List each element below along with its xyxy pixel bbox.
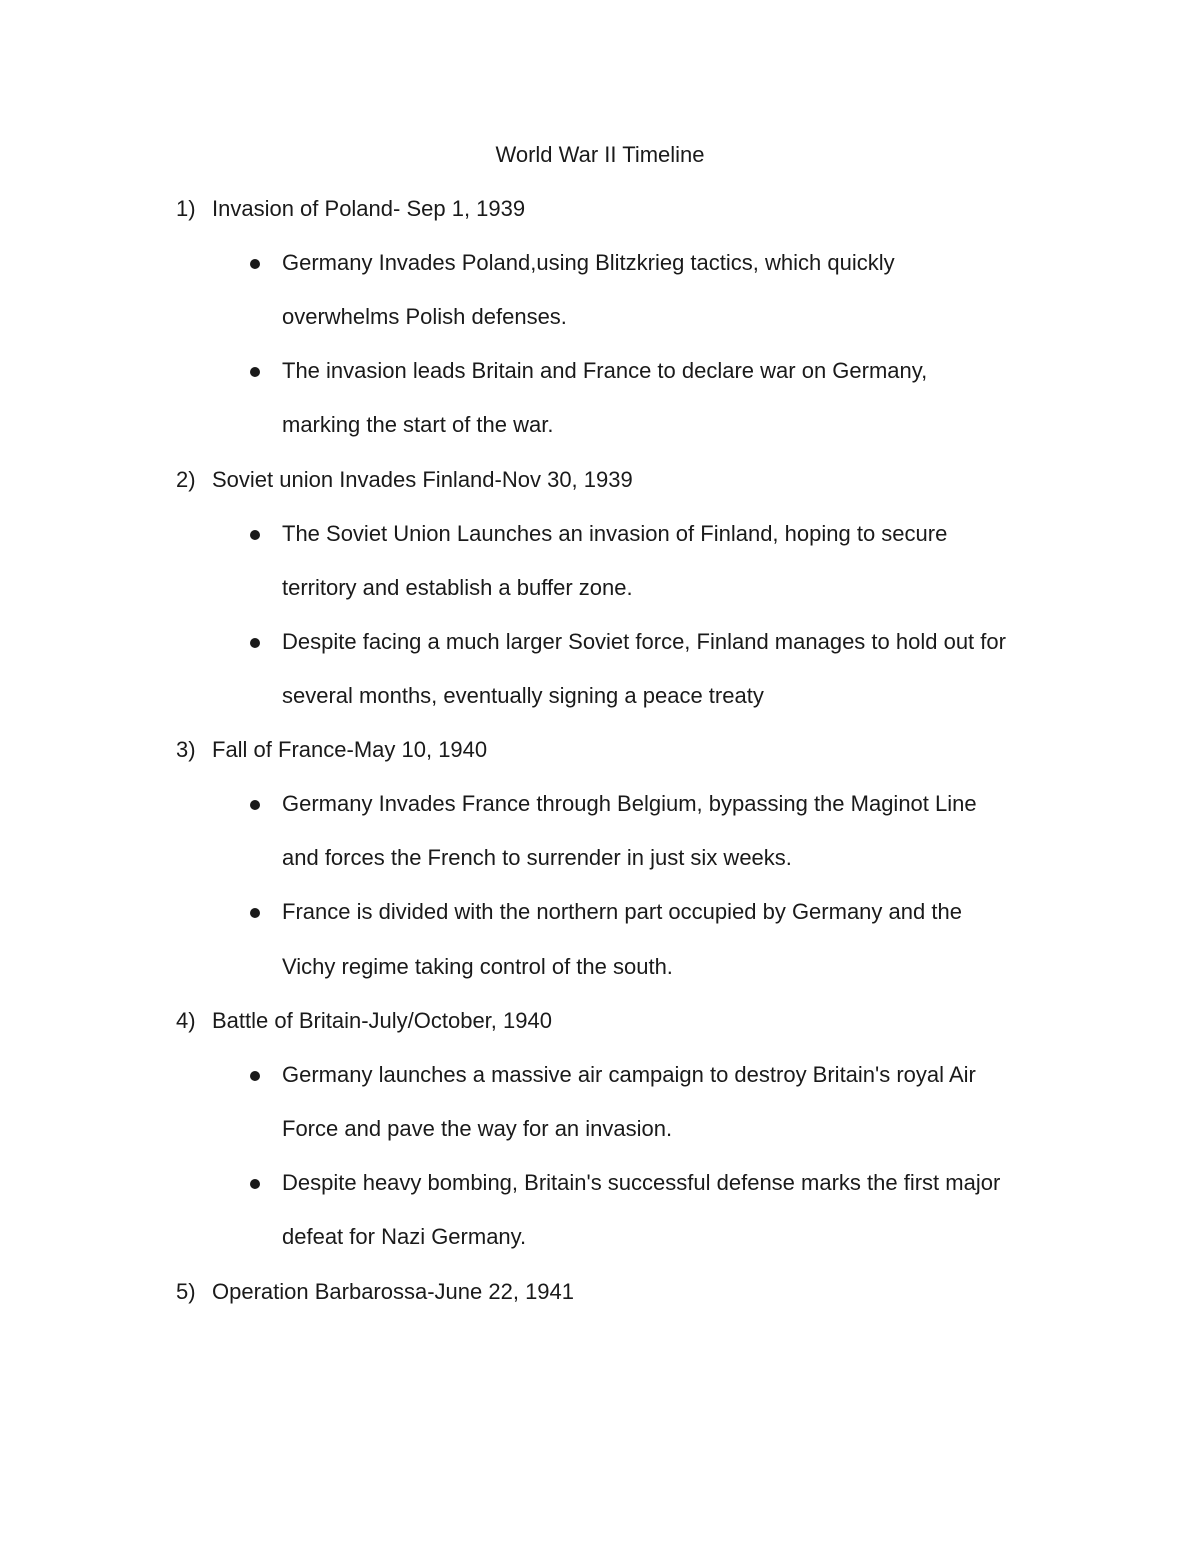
bullet-dot <box>250 1179 260 1189</box>
section-number: 1) <box>176 196 196 221</box>
page-title: World War II Timeline <box>495 142 705 167</box>
section-number: 3) <box>176 737 196 762</box>
bullet-text-line: Force and pave the way for an invasion. <box>282 1116 673 1141</box>
bullet-text-line: France is divided with the northern part occupied by Germany and the <box>282 899 962 924</box>
bullet-dot <box>250 800 260 810</box>
bullet-text-line: defeat for Nazi Germany. <box>282 1224 527 1249</box>
bullet-text-line: The invasion leads Britain and France to declare war on Germany, <box>282 358 928 383</box>
bullet-dot <box>250 1071 260 1081</box>
bullet-text-line: Vichy regime taking control of the south. <box>282 954 673 979</box>
bullet-text-line: The Soviet Union Launches an invasion of Finland, hoping to secure <box>282 521 948 546</box>
section-heading: Battle of Britain-July/October, 1940 <box>212 1008 552 1033</box>
bullet-text-line: Germany Invades France through Belgium, bypassing the Maginot Line <box>282 791 977 816</box>
bullet-dot <box>250 530 260 540</box>
bullet-dot <box>250 908 260 918</box>
bullet-dot <box>250 367 260 377</box>
bullet-text-line: marking the start of the war. <box>282 412 554 437</box>
bullet-text-line: Germany Invades Poland,using Blitzkrieg tactics, which quickly <box>282 250 895 275</box>
section-number: 4) <box>176 1008 196 1033</box>
bullet-text-line: and forces the French to surrender in just six weeks. <box>282 845 792 870</box>
section-heading: Fall of France-May 10, 1940 <box>212 737 488 762</box>
section-heading: Operation Barbarossa-June 22, 1941 <box>212 1279 575 1304</box>
bullet-dot <box>250 259 260 269</box>
bullet-text-line: several months, eventually signing a peace treaty <box>282 683 764 708</box>
section-number: 2) <box>176 467 196 492</box>
section-number: 5) <box>176 1279 196 1304</box>
section-heading: Soviet union Invades Finland-Nov 30, 1939 <box>212 467 633 492</box>
bullet-dot <box>250 638 260 648</box>
section-heading: Invasion of Poland- Sep 1, 1939 <box>212 196 526 221</box>
bullet-text-line: Germany launches a massive air campaign to destroy Britain's royal Air <box>282 1062 976 1087</box>
bullet-text-line: Despite heavy bombing, Britain's successful defense marks the first major <box>282 1170 1001 1195</box>
bullet-text-line: overwhelms Polish defenses. <box>282 304 567 329</box>
bullet-text-line: Despite facing a much larger Soviet force, Finland manages to hold out for <box>282 629 1006 654</box>
bullet-text-line: territory and establish a buffer zone. <box>282 575 633 600</box>
